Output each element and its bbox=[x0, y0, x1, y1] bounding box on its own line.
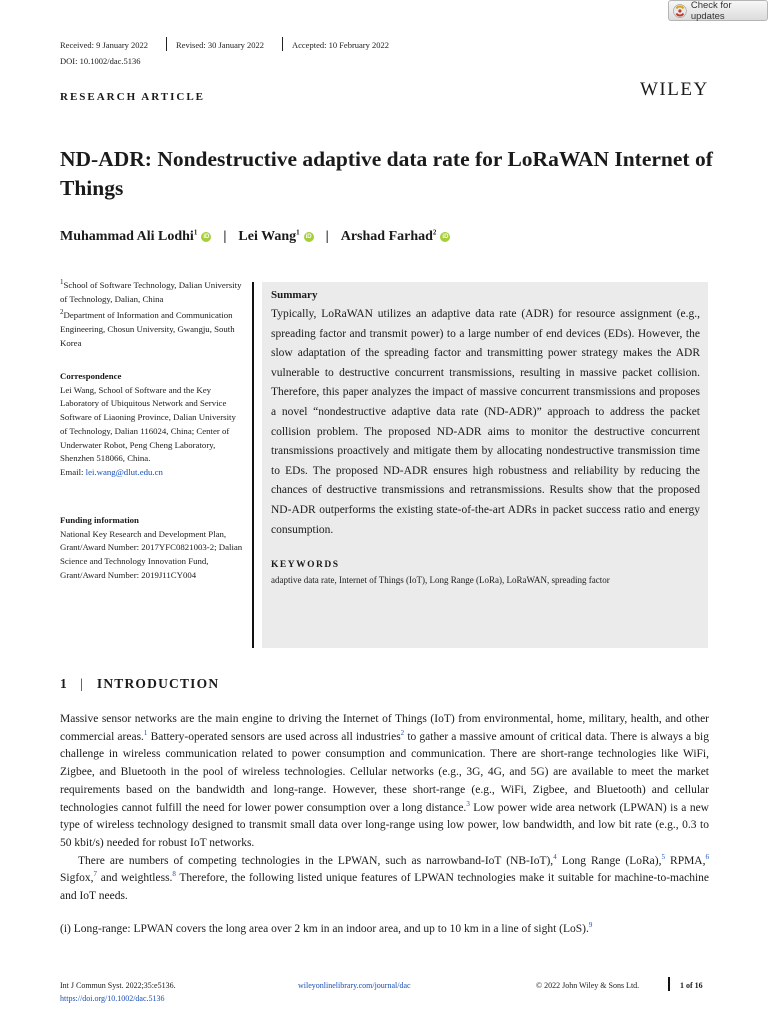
affiliations bbox=[60, 279, 245, 351]
body-text bbox=[60, 711, 709, 938]
revised-date: Revised: 30 January 2022 bbox=[176, 40, 265, 50]
correspondence-block bbox=[60, 370, 245, 480]
column-divider bbox=[252, 282, 254, 648]
paragraph: There are numbers of competing technologies in the LPWAN, such as narrowband-IoT (NB-IoT),$^4$ Long Range (LoRa),$^5$ RPMA,$^6$ Sigfox,$^7$ and weightless.$^8$ Therefore, the following listed unique features of LPWAN technologies make it suitable for machine-to-machine and IoT needs. bbox=[60, 852, 709, 903]
footer-journal: Int J Commun Syst. 2022;35:e5136. bbox=[60, 981, 176, 990]
citation-link[interactable]: 5 bbox=[661, 852, 665, 861]
check-for-updates-label: Check for updates bbox=[690, 0, 732, 22]
list-item: (i) Long-range: LPWAN covers the long area over 2 km in an indoor area, and up to 10 km in a line of sight (LoS).$^9$ bbox=[60, 920, 593, 935]
affiliation: $^1$School of Software Technology, Dalian University of Technology, Dalian, China bbox=[60, 278, 242, 304]
article-type: RESEARCH ARTICLE bbox=[60, 91, 206, 103]
correspondence-email: Email: lei.wang@dlut.edu.cn bbox=[60, 466, 163, 477]
abstract-box bbox=[262, 282, 708, 648]
correspondence-text: Lei Wang, School of Software and the Key Laboratory of Ubiquitous Network and Service Software of Liaoning Province, Dalian University of Technology, Dalian 116024, China; Center of Underwater Robot, Peng Cheng Laboratory, Shenzhen 518066, China. bbox=[60, 384, 236, 464]
check-for-updates-button[interactable] bbox=[668, 0, 768, 21]
citation-link[interactable]: 6 bbox=[705, 852, 709, 861]
summary-text: Typically, LoRaWAN utilizes an adaptive data rate (ADR) for resource assignment (e.g., spreading factor and transmit power) to a large number of end devices (EDs). However, the slow adaptation of the spreading factor and transmitting power strategy makes the ADR vulnerable to destructive concurrent transmissions, resulting in massive packet collision. Therefore, this paper analyzes the impact of massive concurrent transmissions and proposes a novel “nondestructive adaptive data rate (ND-ADR)” approach to address the packet collision problem. The proposed ND-ADR aims to monitor the destructive concurrent transmissions proactively and mitigate them by allocating nondestructive transmission time to EDs. The proposed ND-ADR ensures high robustness and reliability by reducing the chances of destructive transmissions and retransmissions. Results show that the proposed ND-ADR outperforms the existing state-of-the-art ADRs in packet success ratio and energy consumption. bbox=[271, 308, 700, 536]
orcid-icon[interactable]: iD bbox=[442, 234, 449, 240]
accepted-date: Accepted: 10 February 2022 bbox=[292, 40, 390, 50]
author-list bbox=[60, 229, 450, 245]
article-title: ND-ADR: Nondestructive adaptive data rate for LoRaWAN Internet of Things bbox=[60, 147, 713, 200]
citation-link[interactable]: 4 bbox=[553, 852, 557, 861]
footer-doi-link[interactable]: https://doi.org/10.1002/dac.5136 bbox=[60, 994, 165, 1003]
article-doi: DOI: 10.1002/dac.5136 bbox=[60, 56, 141, 66]
author-name[interactable]: Arshad Farhad$^2$ bbox=[340, 228, 437, 244]
footer-site-link[interactable]: wileyonlinelibrary.com/journal/dac bbox=[298, 981, 411, 990]
check-for-updates-icon bbox=[673, 4, 687, 18]
meta-divider bbox=[166, 37, 167, 51]
correspondence-heading: Correspondence bbox=[60, 371, 122, 381]
keywords-heading: KEYWORDS bbox=[271, 560, 340, 571]
funding-heading: Funding information bbox=[60, 515, 139, 525]
footer-divider bbox=[668, 977, 670, 991]
page-number: 1 of 16 bbox=[680, 981, 703, 990]
author-name[interactable]: Muhammad Ali Lodhi$^1$ bbox=[60, 228, 198, 244]
citation-link[interactable]: 1 bbox=[143, 728, 148, 737]
author-name[interactable]: Lei Wang$^1$ bbox=[238, 228, 300, 244]
email-link[interactable]: lei.wang@dlut.edu.cn bbox=[85, 466, 163, 477]
keywords-text: adaptive data rate, Internet of Things (IoT), Long Range (LoRa), LoRaWAN, spreading factor bbox=[271, 575, 610, 586]
received-date: Received: 9 January 2022 bbox=[60, 40, 149, 50]
footer-copyright: © 2022 John Wiley & Sons Ltd. bbox=[536, 981, 640, 990]
citation-link[interactable]: 9 bbox=[588, 920, 593, 929]
funding-block bbox=[60, 514, 245, 583]
publisher-logo: WILEY bbox=[640, 79, 709, 100]
section-bar: | bbox=[79, 676, 84, 691]
author-separator: | bbox=[223, 229, 227, 244]
author-separator: | bbox=[325, 229, 329, 244]
citation-link[interactable]: 3 bbox=[466, 799, 470, 808]
orcid-icon[interactable]: iD bbox=[305, 234, 312, 240]
citation-link[interactable]: 8 bbox=[172, 870, 176, 879]
affiliation: $^2$Department of Information and Communication Engineering, Chosun University, Gwangju, South Korea bbox=[60, 308, 235, 348]
orcid-icon[interactable]: iD bbox=[203, 234, 210, 240]
citation-link[interactable]: 2 bbox=[400, 728, 405, 737]
summary-heading: Summary bbox=[271, 289, 318, 301]
meta-divider bbox=[282, 37, 283, 51]
paragraph: Massive sensor networks are the main engine to driving the Internet of Things (IoT) from environmental, home, military, health, and other commercial areas.$^1$ Battery-operated sensors are used across all industries$^2$ to gather a massive amount of critical data. There is always a big challenge in wireless communication related to power consumption and communication. There are short-range technologies like WiFi, Zigbee, and Bluetooth in the pool of wireless technologies. Cellular networks (e.g., 3G, 4G, and 5G) are available to meet the market requirements based on the bandwidth and long-range. However, these short-range (e.g., WiFi, Zigbee, and Bluetooth) and cellular technologies cannot fulfill the need for lower power consumption over a long distance.$^3$ Low power wide area network (LPWAN) is a new type of wireless technology designed to transmit small data over long-range using low power, low bandwidth, and low bit rate (e.g., 0.3 to 50 kbit/s) needed for robust IoT networks. bbox=[60, 713, 709, 849]
funding-text: National Key Research and Development Plan, Grant/Award Number: 2017YFC0821003-2; Dalian Science and Technology Innovation Fund, Grant/Award Number: 2019J11CY004 bbox=[60, 528, 243, 580]
citation-link[interactable]: 7 bbox=[93, 870, 98, 879]
section-title: INTRODUCTION bbox=[96, 676, 220, 691]
section-heading bbox=[60, 676, 219, 692]
section-number: 1 bbox=[60, 676, 68, 691]
